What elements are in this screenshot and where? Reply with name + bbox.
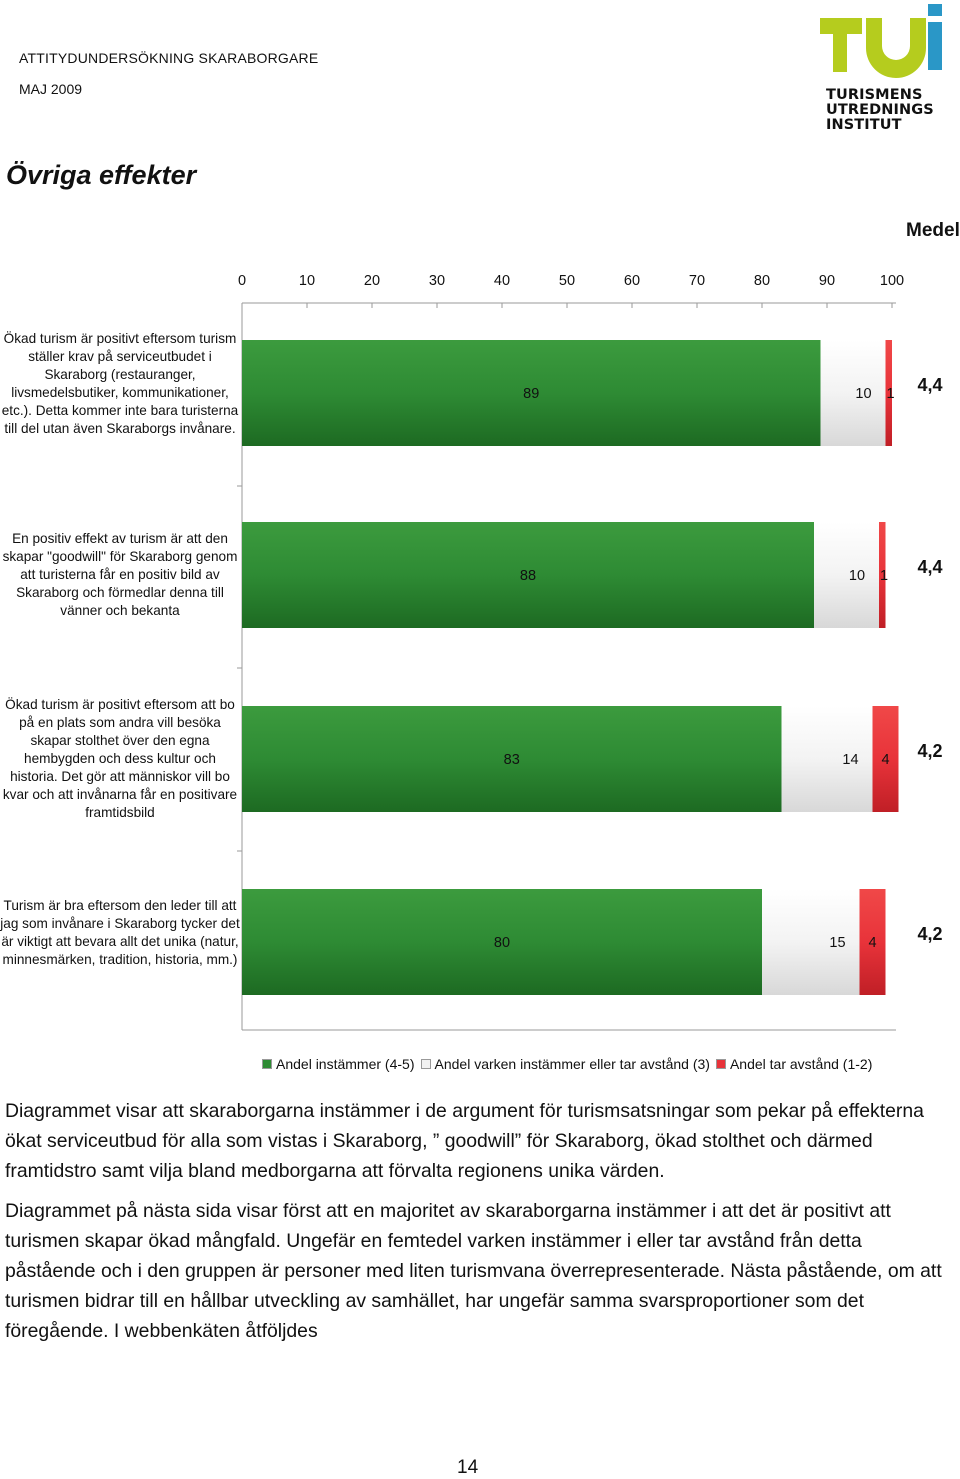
page-title: Övriga effekter [6,160,197,190]
value-label-agree: 88 [519,568,537,584]
legend-item-agree [262,1056,415,1072]
value-label-agree: 80 [493,935,511,951]
category-label: En positiv effekt av turism är att den skapar "goodwill" för Skaraborg genom att turisterna får en positiv bild av Skaraborg och förmedlar denna till vänner och bekanta [2,531,238,618]
page-number: 14 [457,1457,479,1478]
legend-label-neutral: Andel varken instämmer eller tar avstånd (3) [434,1056,710,1072]
x-tick-label: 0 [237,273,247,289]
category-label: Ökad turism är positivt eftersom att bo på en plats som andra vill besöka skapar stolthet över den egna hembygden och dess kultur och historia. Det gör att människor vill bo kvar och att invånarna får en positivare framtidsbild [2,697,238,820]
value-label-disagree: 1 [879,568,889,584]
value-label-neutral: 10 [848,568,866,584]
x-tick-label: 100 [879,273,905,289]
x-tick-label: 90 [818,273,836,289]
medel-value: 4,2 [917,924,943,944]
legend-label-disagree: Andel tar avstånd (1-2) [729,1056,873,1072]
x-tick-label: 60 [623,273,641,289]
x-tick-label: 50 [558,273,576,289]
legend-item-neutral [421,1056,710,1072]
legend-swatch-agree [262,1059,272,1069]
value-label-agree: 83 [503,752,520,768]
category-label: Ökad turism är positivt eftersom turism ställer krav på serviceutbudet i Skaraborg (restauranger, livsmedelsbutiker, kommunikationer, etc.). Detta kommer inte bara turisterna till del utan även Skaraborgs invånare. [1,331,239,436]
x-tick-label: 80 [753,273,771,289]
value-label-agree: 89 [523,386,540,402]
survey-title: ATTITYDUNDERSÖKNING SKARABORGARE [19,50,319,66]
category-label: Turism är bra eftersom den leder till att jag som invånare i Skaraborg tycker det är viktigt att bevara allt det unika (natur, minnesmärken, tradition, historia, mm.) [0,898,240,967]
value-label-neutral: 14 [842,752,859,768]
x-tick-label: 70 [688,273,706,289]
survey-date: MAJ 2009 [19,81,83,97]
medel-value: 4,4 [917,557,943,577]
legend-label-agree: Andel instämmer (4-5) [276,1056,415,1072]
body-paragraph-2: Diagrammet på nästa sida visar först att en majoritet av skaraborgarna instämmer i att det är positivt att turismen skapar ökad mångfald. Ungefär en femtedel varken instämmer i eller tar avstånd från detta påstående och i den gruppen är personer med liten turismvana överrepresenterade. Nästa påstående, om att turismen bidrar till en hållbar utveckling av samhället, har ungefär samma svarsproportioner som det föregående. I webbenkäten åtföljdes [5,1200,942,1342]
value-label-neutral: 15 [829,935,846,951]
chart-legend [262,1056,878,1072]
value-label-disagree: 4 [868,935,877,951]
x-tick-label: 30 [428,273,446,289]
bar-neutral [782,706,873,812]
medel-value: 4,2 [917,741,943,761]
legend-swatch-neutral [421,1059,431,1069]
x-tick-label: 10 [298,273,316,289]
legend-item-disagree [716,1056,872,1072]
x-tick-label: 20 [363,273,381,289]
bar-neutral [821,340,886,446]
value-label-disagree: 1 [886,386,895,402]
value-label-disagree: 4 [881,752,890,768]
medel-header: Medel [906,220,960,241]
bar-neutral [814,522,879,628]
medel-value: 4,4 [917,375,943,395]
x-tick-label: 40 [493,273,511,289]
body-paragraph-1: Diagrammet visar att skaraborgarna instämmer i de argument för turismsatsningar som pekar på effekterna ökat serviceutbud för alla som vistas i Skaraborg, ” goodwill” för Skaraborg, ökad stolthet och därmed framtidstro samt vilja bland medborgarna att förvalta regionens unika värden. [5,1100,924,1182]
logo-wordmark: TURISMENS UTREDNINGS INSTITUT [826,87,934,133]
value-label-neutral: 10 [855,386,872,402]
legend-swatch-disagree [716,1059,726,1069]
